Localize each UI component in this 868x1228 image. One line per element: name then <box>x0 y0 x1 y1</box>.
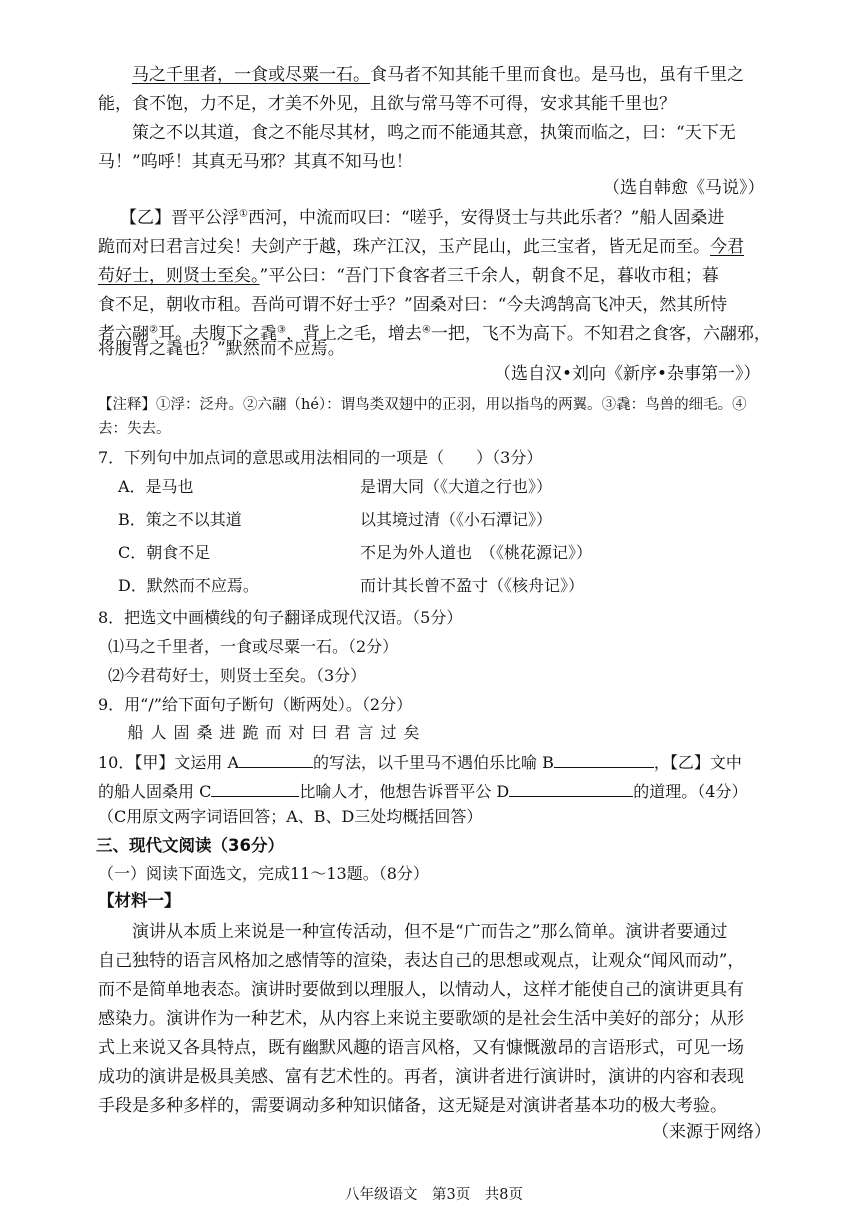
question-7-stem: 7．下列句中加点词的意思或用法相同的一项是（ ）（3分） <box>98 448 543 467</box>
material-1-line-3: 而不是简单地表态。演讲时要做到以理服人，以情动人，这样才能使自己的演讲更具有 <box>98 980 744 1000</box>
question-9-stem: 9．用“/”给下面句子断句（断两处）。（2分） <box>98 695 413 714</box>
q7-option-d-compare: 而计其长曾不盈寸（《核舟记》） <box>360 576 585 595</box>
blank-c[interactable] <box>211 778 299 797</box>
material-1-source: （来源于网络） <box>652 1122 771 1142</box>
yi-line-2: 跪而对曰君言过矣！夫剑产于越，珠产江汉，玉产昆山，此三宝者，皆无足而至。今君 <box>98 237 744 257</box>
material-1-line-5: 式上来说又各具特点，既有幽默风趣的语言风格，又有慷慨激昂的言语形式，可见一场 <box>98 1038 744 1058</box>
yi-line-1: 【乙】晋平公浮①西河，中流而叹曰：“嗟乎，安得贤士与共此乐者？”船人固桑进 <box>120 208 725 228</box>
yi-underlined-sentence-end: 苟好士，则贤士至矣。 <box>98 266 260 286</box>
blank-a[interactable] <box>239 749 313 768</box>
material-1-line-4: 感染力。演讲作为一种艺术，从内容上来说主要歌颂的是社会生活中美好的部分；从形 <box>98 1009 744 1029</box>
question-10-line-1: 10．【甲】文运用 A 的写法，以千里马不遇伯乐比喻 B ，【乙】文中 <box>98 749 742 775</box>
q7-option-b-compare: 以其境过清（《小石潭记》） <box>360 510 553 529</box>
yi-underlined-sentence-start: 今君 <box>710 237 744 257</box>
section-3-title: 三、现代文阅读（36分） <box>96 836 284 855</box>
notes-line-1: 【注释】①浮：泛舟。②六翮（hé）：谓鸟类双翅中的正羽，用以指鸟的两翼。③毳：鸟兽的细毛。④ <box>98 397 747 413</box>
page-footer: 八年级语文 第3页 共8页 <box>345 1187 523 1203</box>
yi-source: （选自汉•刘向《新序•杂事第一》） <box>494 364 761 384</box>
material-1-heading: 【材料一】 <box>98 891 181 910</box>
question-10-note: （C用原文两字词语回答；A、B、D三处均概括回答） <box>98 807 483 826</box>
jia-line-2: 能，食不饱，力不足，才美不外见，且欲与常马等不可得，安求其能千里也？ <box>98 94 676 114</box>
q7-option-b: B．策之不以其道 <box>118 510 242 529</box>
question-8-stem: 8．把选文中画横线的句子翻译成现代汉语。（5分） <box>98 608 463 627</box>
yi-line-6: 将腹背之毳也？”默然而不应焉。 <box>98 339 345 359</box>
yi-line-3: 苟好士，则贤士至矣。”平公曰：“吾门下食客者三千余人，朝食不足，暮收市租；暮 <box>98 266 719 286</box>
material-1-line-6: 成功的演讲是极具美感、富有艺术性的。再者，演讲者进行演讲时，演讲的内容和表现 <box>98 1067 744 1087</box>
notes-line-2: 去：失去。 <box>98 421 171 437</box>
q8-sub-2: ⑵今君苟好士，则贤士至矣。（3分） <box>108 666 367 685</box>
material-1-line-1: 演讲从本质上来说是一种宣传活动，但不是“广而告之”那么简单。演讲者要通过 <box>132 922 728 942</box>
material-1-line-2: 自己独特的语言风格加之感情等的渲染，表达自己的思想或观点，让观众“闻风而动”， <box>98 951 745 971</box>
yi-line-4: 食不足，朝收市租。吾尚可谓不好士乎？”固桑对曰：“今夫鸿鹄高飞冲天，然其所恃 <box>98 295 728 315</box>
q7-option-c: C．朝食不足 <box>118 543 211 562</box>
q7-option-a: A．是马也 <box>118 477 194 496</box>
yi-line-5: 者六翮②耳。夫腹下之毳③，背上之毛，增去④一把，飞不为高下。不知君之食客，六翮邪， <box>98 324 771 344</box>
material-1-line-7: 手段是多种多样的，需要调动多种知识储备，这无疑是对演讲者基本功的极大考验。 <box>98 1096 727 1116</box>
blank-b[interactable] <box>554 749 654 768</box>
jia-source: （选自韩愈《马说》） <box>603 178 765 198</box>
section-3-sub: （一）阅读下面选文，完成11～13题。（8分） <box>98 864 429 883</box>
question-10-line-2: 的船人固桑用 C 比喻人才，他想告诉晋平公 D 的道理。（4分） <box>98 778 747 804</box>
q7-option-a-compare: 是谓大同（《大道之行也》） <box>360 477 553 496</box>
q9-sentence: 船 人 固 桑 进 跪 而 对 曰 君 言 过 矣 <box>127 723 420 742</box>
jia-line-1: 马之千里者，一食或尽粟一石。食马者不知其能千里而食也。是马也，虽有千里之 <box>132 65 744 85</box>
jia-underlined-sentence-1: 马之千里者，一食或尽粟一石。 <box>132 65 370 85</box>
blank-d[interactable] <box>509 778 633 797</box>
q7-option-c-compare: 不足为外人道也 （《桃花源记》） <box>360 543 593 562</box>
jia-line-4: 马！”呜呼！其真无马邪？其真不知马也！ <box>98 152 413 172</box>
q7-option-d: D．默然而不应焉。 <box>118 576 259 595</box>
q8-sub-1: ⑴马之千里者，一食或尽粟一石。（2分） <box>108 637 399 656</box>
jia-line-3: 策之不以其道，食之不能尽其材，鸣之而不能通其意，执策而临之，曰：“天下无 <box>132 123 736 143</box>
